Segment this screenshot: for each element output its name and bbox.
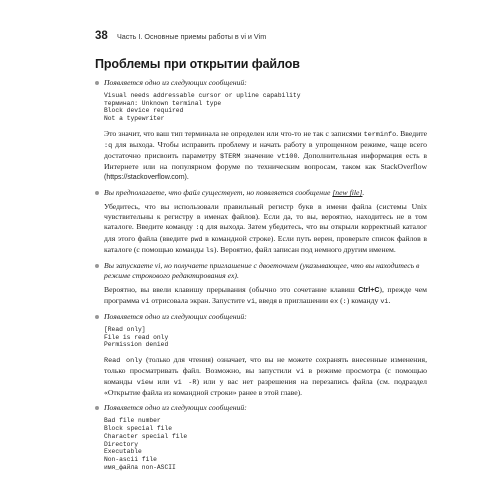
section-title: Проблемы при открытии файлов	[95, 57, 300, 71]
text: .	[186, 172, 189, 182]
text: .	[362, 188, 365, 198]
paragraph-new-file	[104, 202, 427, 255]
text: ), прежде чем программа	[104, 284, 427, 305]
bullet-item: Появляется одно из следующих сообщений:	[95, 312, 427, 322]
text: . Введите	[396, 128, 427, 138]
inline-code: terminfo	[363, 130, 397, 139]
paragraph-ex-mode	[104, 285, 427, 307]
bullet-item: Вы запускаете vi, но получаете приглашение с двоеточием (указывающее, что вы находитесь в режиме строкового редактирования ex).	[95, 261, 427, 281]
inline-code: vi -R	[173, 379, 197, 388]
inline-code: :q	[104, 141, 113, 150]
page-content	[95, 78, 427, 477]
text: .	[388, 295, 391, 305]
bullet-item: Появляется одно из следующих сообщений:	[95, 403, 427, 413]
text: (только для чтения) означает, что вы не можете сохранять внесенные изменения, только просматривать файл. Возможно, вы запустили	[104, 355, 427, 376]
inline-code: ex	[330, 297, 339, 306]
text: (	[338, 295, 343, 305]
bullet-item	[95, 188, 427, 198]
text: отрисовала экран. Запустите	[149, 295, 247, 305]
inline-code: vi	[246, 297, 256, 306]
inline-code: vi	[141, 297, 150, 306]
text: в режиме просмотра (с помощью команды	[104, 366, 427, 387]
paragraph-terminal	[104, 129, 427, 183]
text: для выхода. Затем убедитесь, что вы открыли корректный каталог для этого файла (введите	[104, 222, 427, 243]
inline-code: vt100	[277, 153, 298, 161]
inline-code: :q	[195, 224, 204, 233]
text: Вероятно, вы ввели клавишу прерывания (обычно это сочетание клавиш	[104, 284, 359, 294]
running-head: Часть I. Основные приемы работы в vi и Vim	[117, 32, 267, 41]
paragraph-read-only	[104, 355, 427, 398]
text: или	[153, 377, 174, 387]
code-block-file-types: Bad file number Block special file Character special file Directory Executable Non-ascii file имя_файла non-ASCII	[104, 417, 188, 471]
inline-code: view	[136, 379, 154, 388]
text: ) команду	[346, 295, 381, 305]
inline-code: vi	[380, 297, 389, 306]
page-header	[95, 30, 425, 42]
text: . Дополнительная информация есть в Интернете или на популярном форуме по техническим вопросам, таком как StackOverflow	[104, 151, 427, 172]
text: Это значит, что ваш тип терминала не определен или что-то не так с записями	[104, 128, 364, 138]
url-link[interactable]: (https://stackoverflow.com)	[104, 174, 187, 182]
text: ) или у вас нет разрешения на перезапись файла (см. подраздел «Открытие файла из командной строки» ранее в этой главе).	[104, 377, 427, 398]
text: в командной строке). Если путь верен, проверьте список файлов в каталоге (с помощью команды	[104, 233, 427, 254]
text: для выхода. Чтобы исправить проблему и начать работу в упрощенном режиме, чаще всего достаточно присвоить параметру	[104, 139, 427, 160]
text: , введя в приглашении	[255, 295, 331, 305]
inline-code: vi	[296, 368, 305, 377]
code-block-messages: Visual needs addressable cursor or upline capability терминал: Unknown terminal type Block device required Not a typewriter	[104, 92, 301, 123]
inline-code: pwd	[190, 235, 203, 244]
inline-code: :	[342, 297, 347, 306]
page-number: 38	[95, 30, 108, 42]
inline-code: Read only	[104, 357, 143, 366]
bullet-item: Появляется одно из следующих сообщений:	[95, 78, 427, 88]
text: Вы предполагаете, что файл существует, но появляется сообщение	[104, 188, 333, 198]
code-block-readonly: [Read only] File is read only Permission denied	[104, 325, 169, 349]
key-combo: Ctrl+C	[358, 286, 380, 294]
text: Убедитесь, что вы использовали правильный регистр букв в имени файла (системы Unix чувствительны к регистру в именах файлов). Если да, то вы, вероятно, находитесь не в том каталоге. Введите команду	[104, 202, 427, 232]
text: ). Вероятно, файл записан под немного другим именем.	[213, 244, 396, 254]
inline-code: $TERM	[220, 153, 241, 161]
new-file-message: [new file]	[332, 188, 363, 198]
inline-code: ls	[205, 246, 214, 255]
text: значение	[240, 151, 278, 160]
